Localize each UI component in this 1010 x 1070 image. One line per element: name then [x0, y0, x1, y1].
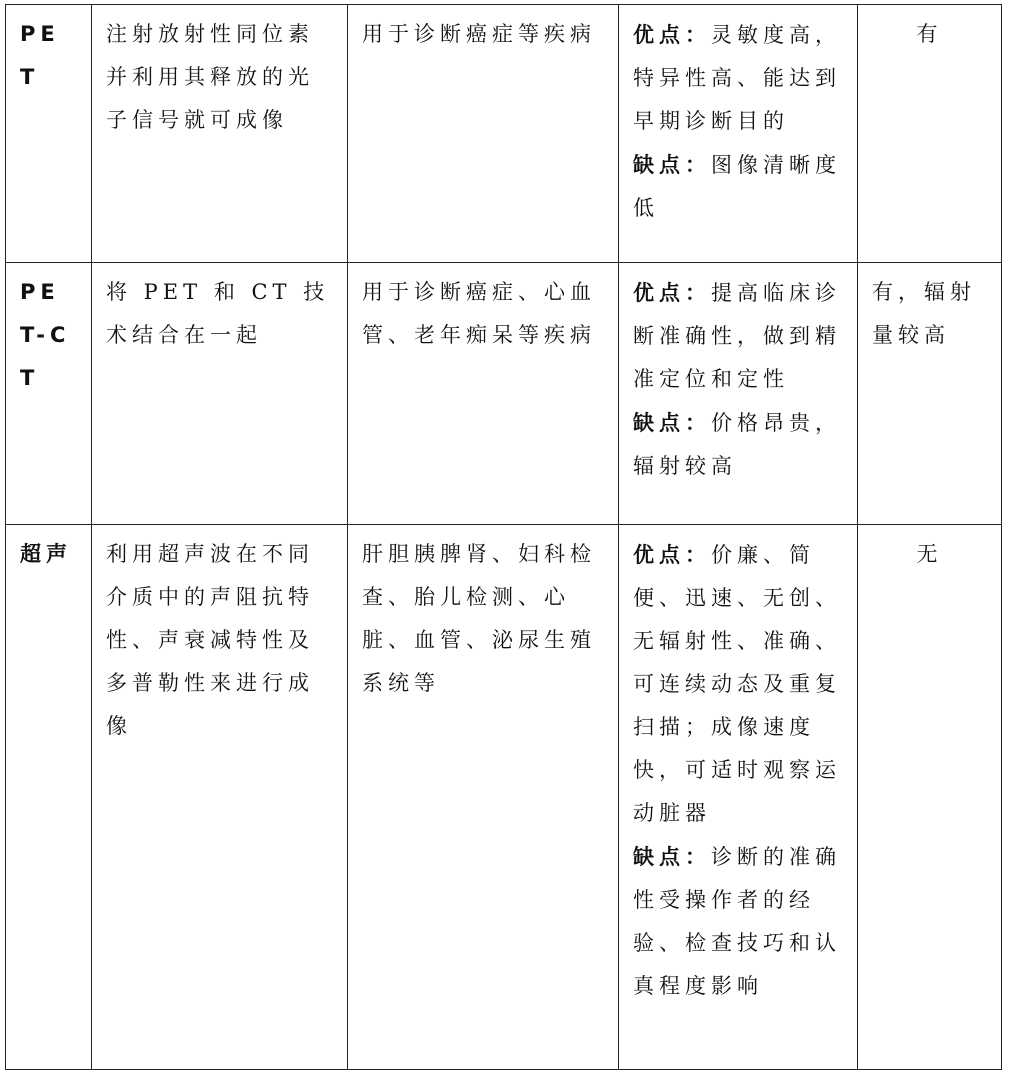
pros-label: 优点： [633, 542, 711, 567]
radiation-text: 有 [916, 22, 943, 46]
table-row [6, 263, 1002, 525]
radiation-cell [858, 525, 1002, 1070]
application-cell [348, 5, 619, 263]
principle-text: 注射放射性同位素并利用其释放的光子信号就可成像 [106, 22, 314, 132]
cons-label: 缺点： [633, 410, 711, 435]
modality-name: 超声 [20, 542, 72, 566]
table-row [6, 5, 1002, 263]
radiation-text: 有，辐射量较高 [872, 280, 976, 347]
application-text: 用于诊断癌症等疾病 [362, 22, 596, 46]
principle-cell [92, 5, 348, 263]
modality-name: PET [20, 22, 60, 89]
radiation-text: 无 [916, 542, 943, 566]
principle-cell [92, 525, 348, 1070]
table-row [6, 525, 1002, 1070]
pros-text: 提高临床诊断准确性，做到精准定位和定性 [633, 281, 841, 391]
pros-block [633, 13, 843, 143]
application-cell [348, 263, 619, 525]
cons-text: 价格昂贵，辐射较高 [633, 411, 841, 478]
principle-cell [92, 263, 348, 525]
modality-name-cell [6, 5, 92, 263]
application-cell [348, 525, 619, 1070]
cons-text: 诊断的准确性受操作者的经验、检查技巧和认真程度影响 [633, 845, 841, 998]
cons-block [633, 401, 843, 488]
pros-block [633, 271, 843, 401]
principle-text: 将 PET 和 CT 技术结合在一起 [106, 280, 330, 347]
pros-cons-cell [619, 263, 858, 525]
principle-text: 利用超声波在不同介质中的声阻抗特性、声衰减特性及多普勒性来进行成像 [106, 542, 314, 738]
modality-name: PET-CT [20, 280, 71, 390]
radiation-cell [858, 263, 1002, 525]
cons-text: 图像清晰度低 [633, 153, 841, 220]
pros-text: 灵敏度高，特异性高、能达到早期诊断目的 [633, 23, 841, 133]
pros-cons-cell [619, 525, 858, 1070]
imaging-comparison-table [5, 4, 1002, 1070]
radiation-cell [858, 5, 1002, 263]
pros-block [633, 533, 843, 835]
cons-label: 缺点： [633, 844, 711, 869]
pros-cons-cell [619, 5, 858, 263]
modality-name-cell [6, 525, 92, 1070]
pros-label: 优点： [633, 22, 711, 47]
cons-block [633, 835, 843, 1008]
modality-name-cell [6, 263, 92, 525]
application-text: 肝胆胰脾肾、妇科检查、胎儿检测、心脏、血管、泌尿生殖系统等 [362, 542, 596, 695]
pros-label: 优点： [633, 280, 711, 305]
cons-label: 缺点： [633, 152, 711, 177]
pros-text: 价廉、简便、迅速、无创、无辐射性、准确、可连续动态及重复扫描；成像速度快，可适时观察运动脏器 [633, 543, 841, 825]
application-text: 用于诊断癌症、心血管、老年痴呆等疾病 [362, 280, 596, 347]
cons-block [633, 143, 843, 230]
